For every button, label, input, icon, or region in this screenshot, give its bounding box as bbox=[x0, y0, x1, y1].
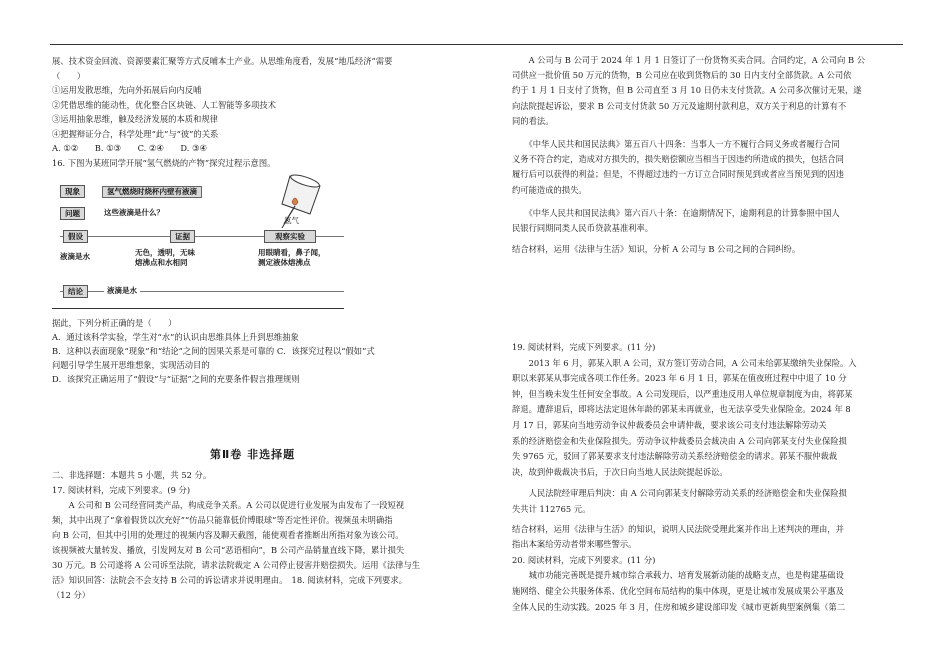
text-line: 结合材料，运用《法律与生活》知识，分析 A 公司与 B 公司之间的合同纠纷。 bbox=[512, 244, 801, 255]
text-line: A. ①② B. ①③ C. ②④ D. ③④ bbox=[52, 143, 207, 153]
text-line: A 公司与 B 公司于 2024 年 1 月 1 日签订了一份货物买卖合同。合同约定，A 公司向 B 公 bbox=[512, 55, 866, 65]
text-line: 履行后可以获得的利益；但是，不得超过违约一方订立合同时预见到或者应当预见到的因违 bbox=[512, 169, 844, 180]
text-line: 20. 阅读材料，完成下列要求。(11 分) bbox=[512, 554, 656, 565]
header-rule bbox=[50, 44, 903, 45]
diagram-label-question: 问题 bbox=[60, 207, 85, 220]
text-line: 17. 阅读材料，完成下列要求。(9 分) bbox=[52, 485, 191, 495]
text-line: 失共计 112765 元。 bbox=[512, 504, 591, 514]
diagram-label-conclusion: 结论 bbox=[63, 285, 88, 298]
text-line: 约可能造成的损失。 bbox=[512, 184, 587, 195]
diagram-hydrogen-label: 氢气 bbox=[284, 216, 299, 225]
diagram-evidence-text-1: 无色，透明，无味 bbox=[135, 248, 195, 257]
text-line: B．这种以表面现象“现象”和“结论”之间的因果关系是可靠的 C．该探究过程以“假如”式 bbox=[52, 346, 375, 356]
text-line: 16. 下图为某班同学开展“氢气燃烧的产物”探究过程示意图。 bbox=[52, 157, 276, 168]
text-line: 据此，下列分析正确的是（ ） bbox=[52, 318, 177, 328]
text-line: 结合材料，运用《法律与生活》的知识，说明人民法院受理此案并作出上述判决的理由，并 bbox=[512, 523, 844, 534]
text-line: 指出本案给劳动者带来哪些警示。 bbox=[512, 539, 637, 550]
text-line: 民银行同期同类人民币贷款基准利率。 bbox=[512, 223, 654, 233]
text-line: 系的经济赔偿金和失业保险损失。劳动争议仲裁委员会裁决由 A 公司向郭某支付失业保险损 bbox=[512, 435, 847, 446]
text-line: （ ） bbox=[52, 70, 86, 81]
diagram-bottom-rule bbox=[52, 308, 344, 309]
text-line: 司供应一批价值 50 万元的货物，B 公司应在收到货物后的 30 日内支付全部货款。A 公司依 bbox=[512, 70, 852, 81]
text-line: 决，故到仲裁裁决书后，于次日向当地人民法院提起诉讼。 bbox=[512, 466, 728, 477]
diagram-hypothesis-text: 液滴是水 bbox=[60, 252, 90, 261]
text-line: D．该探究正确运用了“假设”与“证据”之间的充要条件假言推理规则 bbox=[52, 374, 300, 384]
diagram-conclusion-line bbox=[60, 291, 344, 292]
text-line: 辞退。遭辞退后，即将达法定退休年龄的郭某未再就业，也无法享受失业保险金。2024 年 8 bbox=[512, 404, 851, 415]
diagram-observe-text-2: 测定液体熔沸点 bbox=[258, 258, 311, 267]
text-line: ③运用抽象思维，触及经济发展的本质和规律 bbox=[52, 114, 218, 124]
text-line: 《中华人民共和国民法典》第五百八十四条：当事人一方不履行合同义务或者履行合同 bbox=[512, 139, 840, 149]
text-line: 钟，但当晚未发生任何安全事故。A 公司发现后，以严重违反用人单位规章制度为由，将郭某 bbox=[512, 388, 853, 399]
text-line: 城市功能完善既是提升城市综合承载力、培育发展新动能的战略支点，也是构建基础设 bbox=[512, 570, 844, 581]
diagram-label-hypothesis: 假设 bbox=[63, 230, 88, 243]
diagram-evidence-text-2: 熔沸点和水相同 bbox=[135, 258, 188, 267]
text-line: 《中华人民共和国民法典》第六百八十条：在逾期情况下，逾期利息的计算参照中国人 bbox=[512, 207, 840, 218]
text-line: 30 万元。B 公司遂将 A 公司诉至法院，请求法院裁定 A 公司停止侵害并赔偿损失。运用《法律与生 bbox=[52, 560, 421, 570]
section-title: 第Ⅱ卷 非选择题 bbox=[210, 448, 296, 461]
text-line: 同的看法。 bbox=[512, 115, 554, 126]
text-line: 展、技术资金回流、资源要素汇聚等方式反哺本土产业。从思维角度看，发展“地瓜经济”需要 bbox=[52, 56, 393, 66]
text-line: 问题引导学生展开思维想象，实现活动目的 bbox=[52, 360, 210, 370]
text-line: 该视频被大量转发、播放，引发网友对 B 公司“恶语相向”，B 公司产品销量直线下降，累计损失 bbox=[52, 545, 405, 555]
text-line: 活》知识回答：法院会不会支持 B 公司的诉讼请求并说明理由。 18. 阅读材料，完成下列要求。 bbox=[52, 575, 407, 585]
text-line: 月 17 日，郭某向当地劳动争议仲裁委员会申请仲裁，要求该公司支付违法解除劳动关 bbox=[512, 420, 827, 430]
diagram-phenomenon-text: 氢气燃烧时烧杯内壁有液滴 bbox=[102, 186, 202, 198]
diagram-conclusion-text: 液滴是水 bbox=[104, 286, 140, 296]
diagram-label-phenomenon: 现象 bbox=[60, 185, 85, 198]
text-line: （12 分） bbox=[52, 590, 91, 600]
text-line: 职以来郭某从事完成各项工作任务。2023 年 6 月 1 日，郭某在值夜班过程中中退了 10 分 bbox=[512, 373, 847, 384]
text-line: 2013 年 6 月，郭某入职 A 公司，双方签订劳动合同，A 公司未给郭某缴纳失业保险。入 bbox=[512, 357, 857, 368]
text-line: 19. 阅读材料，完成下列要求。(11 分) bbox=[512, 342, 656, 352]
text-line: ①运用发散思维，先向外拓展后向内反哺 bbox=[52, 85, 202, 95]
diagram-label-observe: 观察实验 bbox=[264, 230, 316, 243]
text-line: 约于 1 月 1 日支付了货物，但 B 公司直至 3 月 10 日仍未支付货款。A 公司多次催讨无果，遂 bbox=[512, 85, 862, 96]
diagram-observe-text-1: 用眼睛看，鼻子闻， bbox=[258, 248, 326, 257]
diagram-label-evidence: 证据 bbox=[170, 230, 195, 243]
text-line: A．通过该科学实验，学生对“水”的认识由思维具体上升到思维抽象 bbox=[52, 332, 299, 342]
text-line: 失 9765 元，驳回了郭某要求支付违法解除劳动关系经济赔偿金的请求。郭某不服仲裁裁 bbox=[512, 451, 838, 462]
text-line: 义务不符合约定，造成对方损失的，损失赔偿额应当相当于因违约所造成的损失，包括合同 bbox=[512, 154, 844, 165]
diagram-question-text: 这些液滴是什么？ bbox=[104, 208, 164, 217]
text-line: 全体人民的生动实践。2025 年 3 月，住房和城乡建设部印发《城市更新典型案例集（第二 bbox=[512, 601, 845, 612]
text-line: ④把握辩证分合，科学处理“此”与“彼”的关系 bbox=[52, 128, 219, 139]
text-line: 向法院提起诉讼，要求 B 公司支付货款 50 万元及逾期付款利息，双方关于利息的计算有不 bbox=[512, 100, 847, 111]
text-line: 频，其中出现了“拿着假货以次充好”“仿品只能靠低价博眼球”等否定性评价。视频虽未明确指 bbox=[52, 515, 393, 525]
text-line: 向 B 公司，但其中引用的处理过的视频内容及聊天截图，能使观看者推断出所指对象为该公司。 bbox=[52, 530, 404, 540]
text-line: ②凭借思维的能动性，优化整合区块链、人工智能等多项技术 bbox=[52, 99, 277, 110]
text-line: 人民法院经审理后判决：由 A 公司向郭某支付解除劳动关系的经济赔偿金和失业保险损 bbox=[512, 488, 847, 499]
text-line: A 公司和 B 公司经营同类产品，构成竞争关系。A 公司以促进行业发展为由发布了一段短视 bbox=[52, 500, 405, 510]
text-line: 施网络、健全公共服务体系、优化空间布局结构的集中体现，更是让城市发展成果公平惠及 bbox=[512, 586, 844, 596]
text-line: 二、非选择题：本题共 5 小题，共 52 分。 bbox=[52, 470, 212, 480]
